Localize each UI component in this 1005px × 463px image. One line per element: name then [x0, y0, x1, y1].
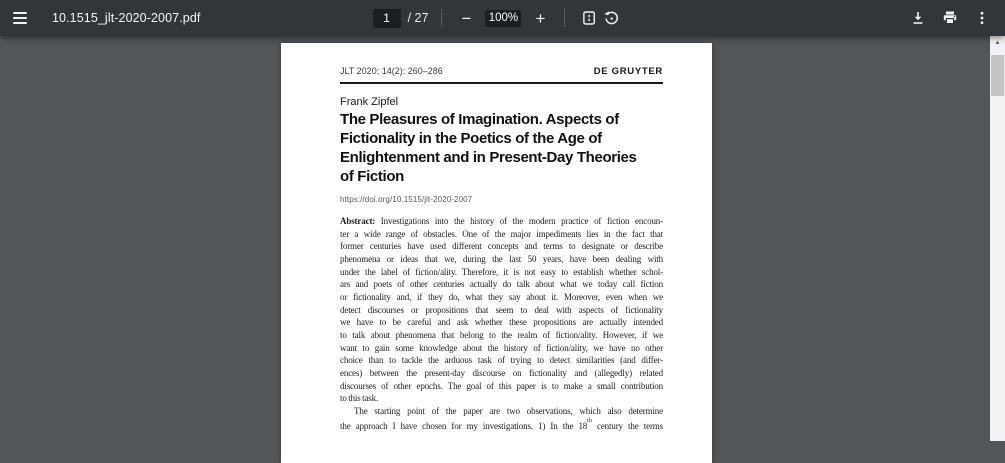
scroll-up-arrow-icon[interactable]: ▲ [994, 39, 1001, 46]
text-line: phenomena or ideas that we, during the last 50 years, have been dealing with [340, 253, 663, 264]
page-number-input[interactable] [373, 9, 401, 28]
fit-to-page-icon [581, 10, 597, 26]
download-button[interactable] [907, 7, 929, 29]
zoom-in-button[interactable]: + [529, 7, 551, 29]
zoom-level-display[interactable]: 100% [485, 10, 521, 27]
abstract-paragraph2-line1: The starting point of the paper are two observations, which also determine [354, 405, 663, 416]
doi-link[interactable]: https://doi.org/10.1515/jlt-2020-2007 [340, 195, 473, 204]
text-line: The Pleasures of Imagination. Aspects of [340, 111, 619, 128]
text-line: detect discourses or propositions that seem to deal with aspects of fictionality [340, 304, 663, 315]
journal-header-row [340, 43, 663, 77]
author-name: Frank Zipfel [340, 96, 399, 108]
scrollbar-thumb[interactable] [991, 55, 1004, 96]
abstract-body-lines [340, 228, 663, 393]
page-count-label: / 27 [407, 11, 429, 25]
superscript-th: th [587, 417, 592, 424]
text-line: ter a wide range of obstacles. One of the major impediments lies in the fact that [340, 228, 663, 239]
hamburger-menu-icon[interactable] [13, 7, 35, 29]
text-line: to talk about phenomena that belong to the realm of fiction/ality. However, if we [340, 329, 663, 340]
publisher-name: DE GRUYTER [593, 66, 663, 77]
pdf-page-content [340, 43, 663, 432]
text-line: under the label of fiction/ality. Therefore, it is not easy to establish whether schol- [340, 266, 663, 277]
document-filename: 10.1515_jlt-2020-2007.pdf [52, 11, 201, 25]
toolbar-center-group [373, 0, 623, 36]
text-line: former centuries have used different concepts and terms to designate or describe [340, 241, 663, 252]
text-line: discourses of other epochs. The goal of this paper is to make a small contribution [340, 380, 663, 391]
vertical-scrollbar[interactable] [990, 36, 1005, 441]
text-line: Enlightenment and in Present-Day Theories [340, 149, 637, 166]
text-line: ences) between the present-day discourse on fictionality and (allegedly) related [340, 367, 663, 378]
text-line: we have to be careful and ask whether these propositions are actually intended [340, 317, 663, 328]
fit-to-page-button[interactable] [578, 7, 600, 29]
rotate-button[interactable] [600, 7, 622, 29]
text-line: Fictionality in the Poetics of the Age of [340, 130, 602, 147]
article-title [340, 110, 663, 186]
abstract-paragraph-end: to this task. [340, 393, 379, 404]
print-button[interactable] [939, 7, 961, 29]
pdf-page [281, 43, 712, 463]
abstract-section [340, 215, 663, 432]
text-line: or fictionality and, if they do, what they say about it. Moreover, even when we [340, 291, 663, 302]
journal-reference: JLT 2020; 14(2): 260–286 [340, 66, 443, 76]
header-rule [340, 82, 663, 84]
abstract-paragraph2-line2: the approach I have chosen for my investigations. 1) In the 18th century the terms [340, 417, 663, 431]
toolbar-divider [564, 9, 565, 27]
text-line: choice than to tackle the arduous task of trying to detect similarities (and differ- [340, 355, 663, 366]
toolbar-left-group [0, 7, 200, 29]
abstract-first-line: Abstract: Investigations into the history of the modern practice of fiction encoun- [340, 216, 663, 226]
more-options-icon [974, 10, 990, 26]
text-line: of Fiction [340, 168, 404, 185]
text-line: ars and poets of other centuries actually do talk about what we today call fiction [340, 279, 663, 290]
abstract-label: Abstract: [340, 216, 376, 226]
more-options-button[interactable] [971, 7, 993, 29]
download-icon [910, 10, 926, 26]
print-icon [942, 10, 958, 26]
toolbar-right-group [907, 7, 1005, 29]
text-line: want to gain some knowledge about the history of fiction/ality, we have no other [340, 342, 663, 353]
pdf-viewer-toolbar [0, 0, 1005, 36]
rotate-counterclockwise-icon [603, 10, 620, 27]
zoom-out-button[interactable]: − [455, 7, 477, 29]
toolbar-divider [441, 9, 442, 27]
